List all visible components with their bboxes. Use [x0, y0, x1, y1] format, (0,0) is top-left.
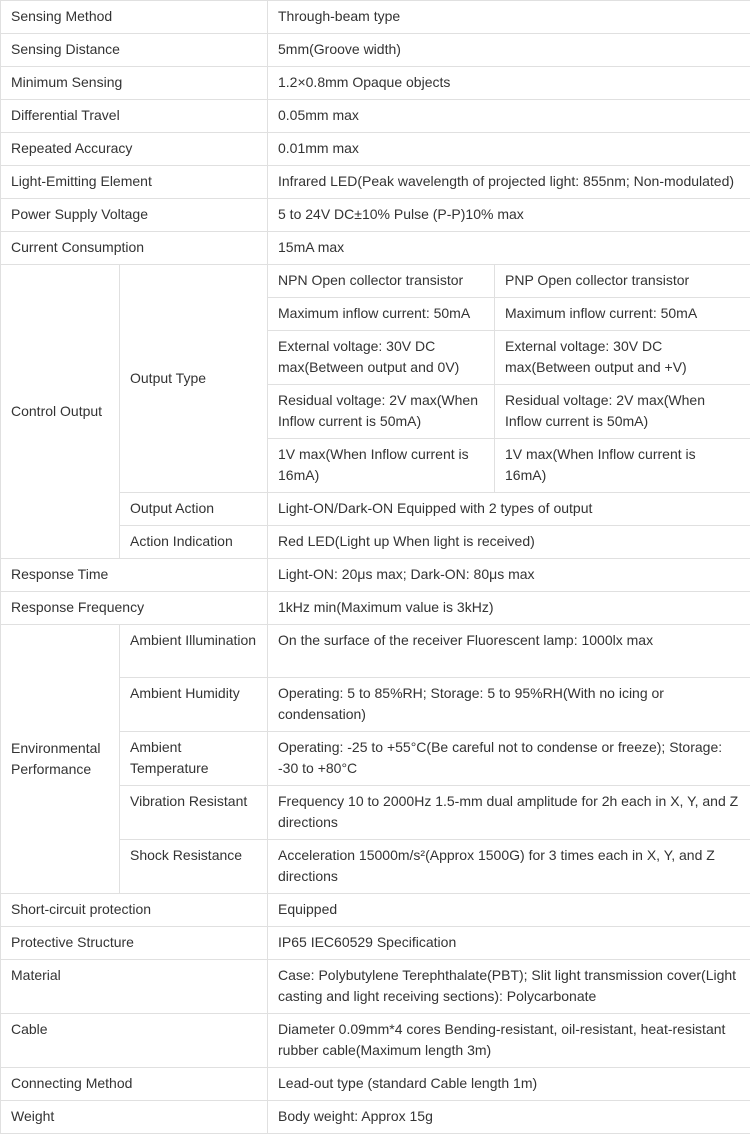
- row-cable: [1, 1014, 750, 1068]
- value-power-supply-voltage: 5 to 24V DC±10% Pulse (P-P)10% max: [268, 199, 750, 232]
- value-vibration-resistant: Frequency 10 to 2000Hz 1.5-mm dual amplitude for 2h each in X, Y, and Z directions: [268, 786, 750, 840]
- npn-external-voltage: External voltage: 30V DC max(Between output and 0V): [268, 331, 495, 385]
- label-ambient-illumination: Ambient Illumination: [120, 625, 268, 678]
- label-repeated-accuracy: Repeated Accuracy: [1, 133, 268, 166]
- row-protective-structure: [1, 927, 750, 960]
- pnp-header: PNP Open collector transistor: [495, 265, 750, 298]
- label-short-circuit-protection: Short-circuit protection: [1, 894, 268, 927]
- value-sensing-method: Through-beam type: [268, 1, 750, 34]
- row-minimum-sensing: [1, 67, 750, 100]
- row-connecting-method: [1, 1068, 750, 1101]
- value-short-circuit-protection: Equipped: [268, 894, 750, 927]
- row-sensing-method: [1, 1, 750, 34]
- label-material: Material: [1, 960, 268, 1014]
- label-ambient-temperature: Ambient Temperature: [120, 732, 268, 786]
- label-minimum-sensing: Minimum Sensing: [1, 67, 268, 100]
- label-sensing-method: Sensing Method: [1, 1, 268, 34]
- row-repeated-accuracy: [1, 133, 750, 166]
- value-ambient-illumination: On the surface of the receiver Fluorescent lamp: 1000lx max: [268, 625, 750, 678]
- value-light-emitting-element: Infrared LED(Peak wavelength of projected light: 855nm; Non-modulated): [268, 166, 750, 199]
- label-action-indication: Action Indication: [120, 526, 268, 559]
- label-connecting-method: Connecting Method: [1, 1068, 268, 1101]
- label-current-consumption: Current Consumption: [1, 232, 268, 265]
- pnp-residual-16: 1V max(When Inflow current is 16mA): [495, 439, 750, 493]
- value-differential-travel: 0.05mm max: [268, 100, 750, 133]
- row-power-supply-voltage: [1, 199, 750, 232]
- label-cable: Cable: [1, 1014, 268, 1068]
- value-action-indication: Red LED(Light up When light is received): [268, 526, 750, 559]
- row-output-type-header: [1, 265, 750, 298]
- label-protective-structure: Protective Structure: [1, 927, 268, 960]
- value-response-time: Light-ON: 20μs max; Dark-ON: 80μs max: [268, 559, 750, 592]
- value-current-consumption: 15mA max: [268, 232, 750, 265]
- npn-header: NPN Open collector transistor: [268, 265, 495, 298]
- value-weight: Body weight: Approx 15g: [268, 1101, 750, 1134]
- row-current-consumption: [1, 232, 750, 265]
- row-light-emitting-element: [1, 166, 750, 199]
- pnp-residual-50: Residual voltage: 2V max(When Inflow current is 50mA): [495, 385, 750, 439]
- value-response-frequency: 1kHz min(Maximum value is 3kHz): [268, 592, 750, 625]
- label-environmental-performance: Environmental Performance: [1, 625, 120, 894]
- value-ambient-humidity: Operating: 5 to 85%RH; Storage: 5 to 95%RH(With no icing or condensation): [268, 678, 750, 732]
- row-response-frequency: [1, 592, 750, 625]
- value-protective-structure: IP65 IEC60529 Specification: [268, 927, 750, 960]
- label-output-action: Output Action: [120, 493, 268, 526]
- pnp-max-inflow: Maximum inflow current: 50mA: [495, 298, 750, 331]
- npn-residual-50: Residual voltage: 2V max(When Inflow current is 50mA): [268, 385, 495, 439]
- row-weight: [1, 1101, 750, 1134]
- label-weight: Weight: [1, 1101, 268, 1134]
- value-minimum-sensing: 1.2×0.8mm Opaque objects: [268, 67, 750, 100]
- value-sensing-distance: 5mm(Groove width): [268, 34, 750, 67]
- row-ambient-illumination: [1, 625, 750, 678]
- npn-residual-16: 1V max(When Inflow current is 16mA): [268, 439, 495, 493]
- value-cable: Diameter 0.09mm*4 cores Bending-resistant, oil-resistant, heat-resistant rubber cable(Maximum length 3m): [268, 1014, 750, 1068]
- value-connecting-method: Lead-out type (standard Cable length 1m): [268, 1068, 750, 1101]
- label-differential-travel: Differential Travel: [1, 100, 268, 133]
- row-short-circuit-protection: [1, 894, 750, 927]
- value-ambient-temperature: Operating: -25 to +55°C(Be careful not to condense or freeze); Storage: -30 to +80°C: [268, 732, 750, 786]
- label-power-supply-voltage: Power Supply Voltage: [1, 199, 268, 232]
- value-material: Case: Polybutylene Terephthalate(PBT); Slit light transmission cover(Light casting and light receiving sections): Polycarbonate: [268, 960, 750, 1014]
- row-differential-travel: [1, 100, 750, 133]
- pnp-external-voltage: External voltage: 30V DC max(Between output and +V): [495, 331, 750, 385]
- label-ambient-humidity: Ambient Humidity: [120, 678, 268, 732]
- npn-max-inflow: Maximum inflow current: 50mA: [268, 298, 495, 331]
- label-control-output: Control Output: [1, 265, 120, 559]
- row-material: [1, 960, 750, 1014]
- label-response-frequency: Response Frequency: [1, 592, 268, 625]
- label-response-time: Response Time: [1, 559, 268, 592]
- label-shock-resistance: Shock Resistance: [120, 840, 268, 894]
- label-vibration-resistant: Vibration Resistant: [120, 786, 268, 840]
- row-response-time: [1, 559, 750, 592]
- row-sensing-distance: [1, 34, 750, 67]
- value-shock-resistance: Acceleration 15000m/s²(Approx 1500G) for 3 times each in X, Y, and Z directions: [268, 840, 750, 894]
- label-output-type: Output Type: [120, 265, 268, 493]
- label-light-emitting-element: Light-Emitting Element: [1, 166, 268, 199]
- value-output-action: Light-ON/Dark-ON Equipped with 2 types of output: [268, 493, 750, 526]
- label-sensing-distance: Sensing Distance: [1, 34, 268, 67]
- value-repeated-accuracy: 0.01mm max: [268, 133, 750, 166]
